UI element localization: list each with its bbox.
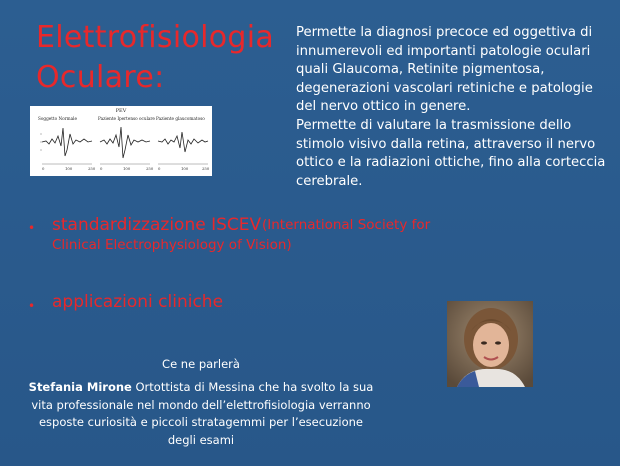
title-line-1: Elettrofisiologia — [36, 20, 275, 55]
figure-panel-label: Soggetto Normale — [38, 116, 77, 121]
vep-waveform-figure — [30, 106, 212, 176]
description-text — [296, 24, 606, 191]
figure-axis-tick: 250 — [146, 166, 154, 171]
bullet-list — [28, 214, 468, 313]
bullet-item — [28, 214, 468, 255]
bullet-icon: • — [28, 299, 36, 313]
speaker-description — [28, 379, 374, 449]
figure-axis-tick: 250 — [88, 166, 96, 171]
figure-axis-tick: 100 — [181, 166, 189, 171]
speaker-info — [28, 356, 374, 449]
bullet-item — [28, 291, 468, 313]
description-paragraph-2: Permette di valutare la trasmissione dello stimolo visivo dalla retina, attraverso il nervo ottico e la radiazioni ottiche, fino alla corteccia cerebrale. — [296, 117, 606, 189]
description-paragraph-1: Permette la diagnosi precoce ed oggettiva di innumerevoli ed importanti patologie oculari quali Glaucoma, Retinite pigmentosa, degenerazioni vascolari retiniche e patologie del nervo ottico in genere. — [296, 25, 593, 115]
speaker-heading: Ce ne parlerà — [162, 357, 240, 371]
speaker-photo — [447, 301, 533, 387]
bullet-main-text: standardizzazione ISCEV — [52, 215, 262, 235]
figure-axis-tick: 100 — [123, 166, 131, 171]
bullet-icon: • — [28, 221, 36, 235]
figure-axis-tick: 0 — [100, 166, 103, 171]
bullet-sub-text: (International Society for Clinical Electrophysiology of Vision) — [52, 217, 431, 253]
speaker-name: Stefania Mirone — [28, 380, 132, 395]
speaker-portrait-image — [447, 301, 533, 387]
figure-axis-tick: 0 — [42, 166, 45, 171]
figure-axis-tick: 100 — [65, 166, 73, 171]
bullet-main-text: applicazioni cliniche — [52, 292, 224, 312]
speaker-bio: Ortottista di Messina che ha svolto la sua vita professionale nel mondo dell’elettrofisiologia verranno esposte curiosità e piccoli stratagemmi per l’esecuzione degli esami — [31, 380, 374, 447]
slide-title — [36, 18, 274, 98]
figure-axis-tick: 250 — [202, 166, 210, 171]
figure-panel-label: Paziente glaucomatoso — [156, 116, 205, 121]
title-line-2: Oculare: — [36, 60, 165, 95]
figure-heading: PEV — [115, 108, 127, 114]
figure-panel-label: Paziente Ipertenso oculare — [98, 116, 155, 121]
figure-axis-tick: 0 — [158, 166, 161, 171]
